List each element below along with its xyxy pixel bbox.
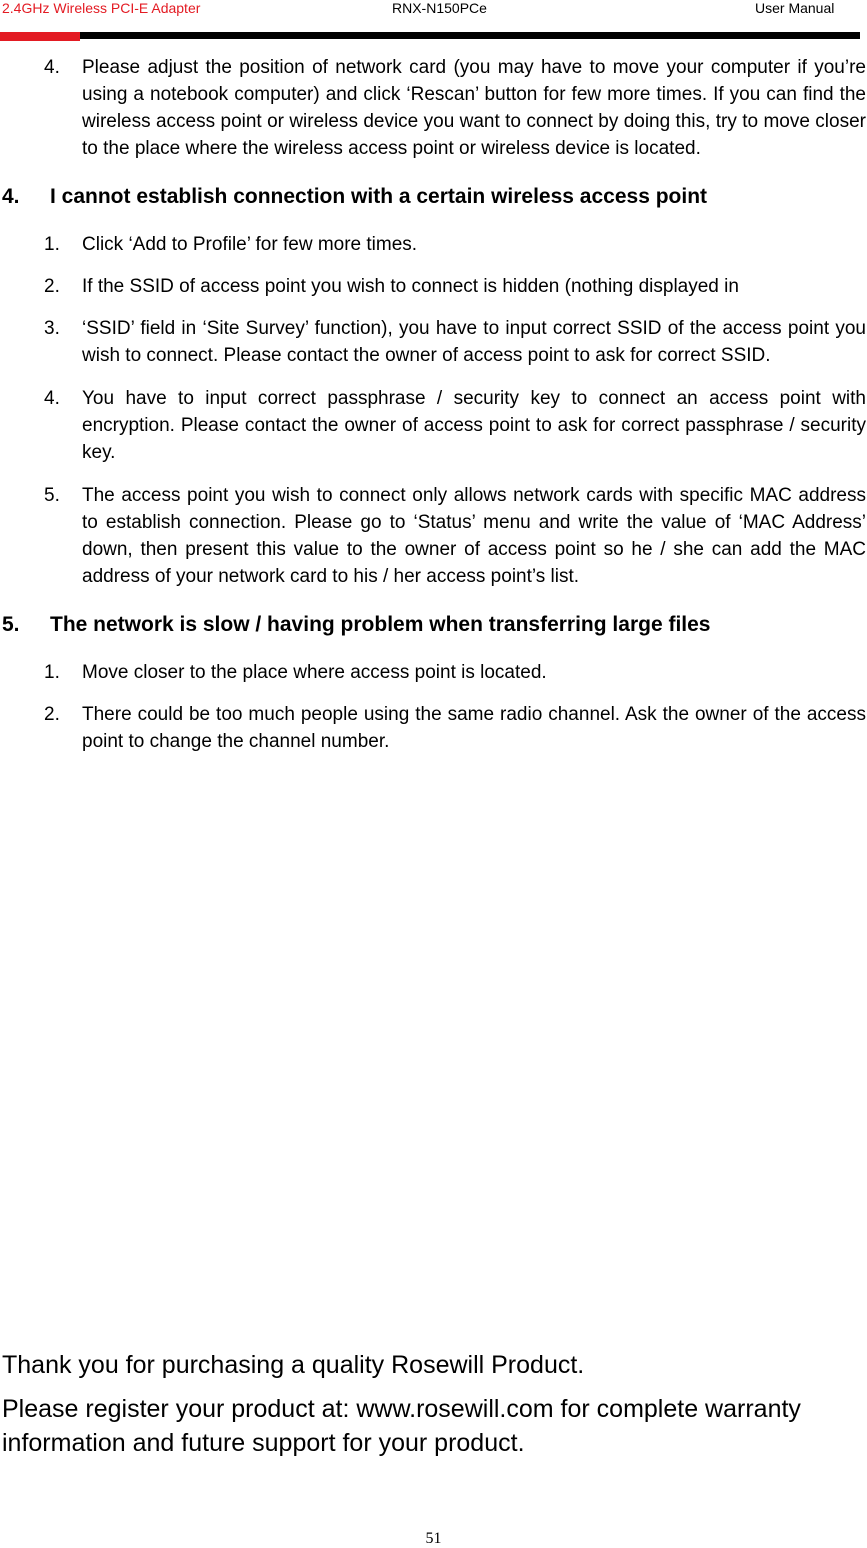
closing-message bbox=[2, 1348, 862, 1460]
item-text: There could be too much people using the same radio channel. Ask the owner of the access point to change the channel number. bbox=[82, 704, 866, 752]
header-model: RNX-N150PCe bbox=[392, 0, 487, 16]
header-doc-type: User Manual bbox=[755, 0, 835, 16]
item-text: Move closer to the place where access point is located. bbox=[82, 662, 547, 683]
item-text: If the SSID of access point you wish to connect is hidden (nothing displayed in bbox=[82, 276, 739, 297]
item-number: 1. bbox=[44, 662, 60, 683]
item-number: 3. bbox=[44, 318, 60, 339]
section-title: I cannot establish connection with a certain wireless access point bbox=[50, 185, 708, 208]
section-number: 5. bbox=[2, 613, 20, 636]
document-body bbox=[0, 54, 867, 755]
item-text: Click ‘Add to Profile’ for few more times. bbox=[82, 234, 418, 255]
item-text: Please adjust the position of network card (you may have to move your computer if you’re using a notebook computer) and click ‘Rescan’ button for few more times. If you can find the wireless access point or wireless device you want to connect by doing this, try to move closer to the place where the wireless access point or wireless device is located. bbox=[82, 57, 866, 159]
list-item bbox=[44, 273, 866, 300]
section-heading-4 bbox=[2, 183, 867, 211]
list-item bbox=[44, 659, 866, 686]
header-accent-bar bbox=[0, 32, 80, 41]
section-heading-5 bbox=[2, 611, 867, 639]
item-number: 5. bbox=[44, 485, 60, 506]
item-number: 1. bbox=[44, 234, 60, 255]
section-number: 4. bbox=[2, 185, 20, 208]
thanks-text: Thank you for purchasing a quality Rosewill Product. bbox=[2, 1351, 585, 1379]
register-text: Please register your product at: www.rosewill.com for complete warranty information and future support for your product. bbox=[2, 1395, 801, 1457]
item-text: ‘SSID’ field in ‘Site Survey’ function), you have to input correct SSID of the access point you wish to connect. Please contact the owner of access point to ask for correct SSID. bbox=[82, 318, 866, 366]
list-item bbox=[44, 701, 866, 755]
list-item bbox=[44, 315, 866, 369]
item-number: 2. bbox=[44, 276, 60, 297]
list-item bbox=[44, 482, 866, 590]
page-number: 51 bbox=[425, 1530, 442, 1547]
item-number: 4. bbox=[44, 388, 60, 409]
list-item bbox=[44, 54, 866, 162]
list-item bbox=[44, 231, 866, 258]
item-text: The access point you wish to connect only allows network cards with specific MAC address to establish connection. Please go to ‘Status’ menu and write the value of ‘MAC Address’ down, then present this value to the owner of access point so he / she can add the MAC address of your network card to his / her access point’s list. bbox=[82, 485, 866, 587]
page-header bbox=[0, 0, 867, 20]
header-rule bbox=[0, 32, 860, 39]
item-number: 4. bbox=[44, 57, 60, 78]
item-number: 2. bbox=[44, 704, 60, 725]
item-text: You have to input correct passphrase / security key to connect an access point with encryption. Please contact the owner of access point to ask for correct passphrase / security key. bbox=[82, 388, 866, 463]
section-title: The network is slow / having problem when transferring large files bbox=[50, 613, 711, 636]
header-product: 2.4GHz Wireless PCI-E Adapter bbox=[2, 0, 201, 16]
list-item bbox=[44, 385, 866, 466]
